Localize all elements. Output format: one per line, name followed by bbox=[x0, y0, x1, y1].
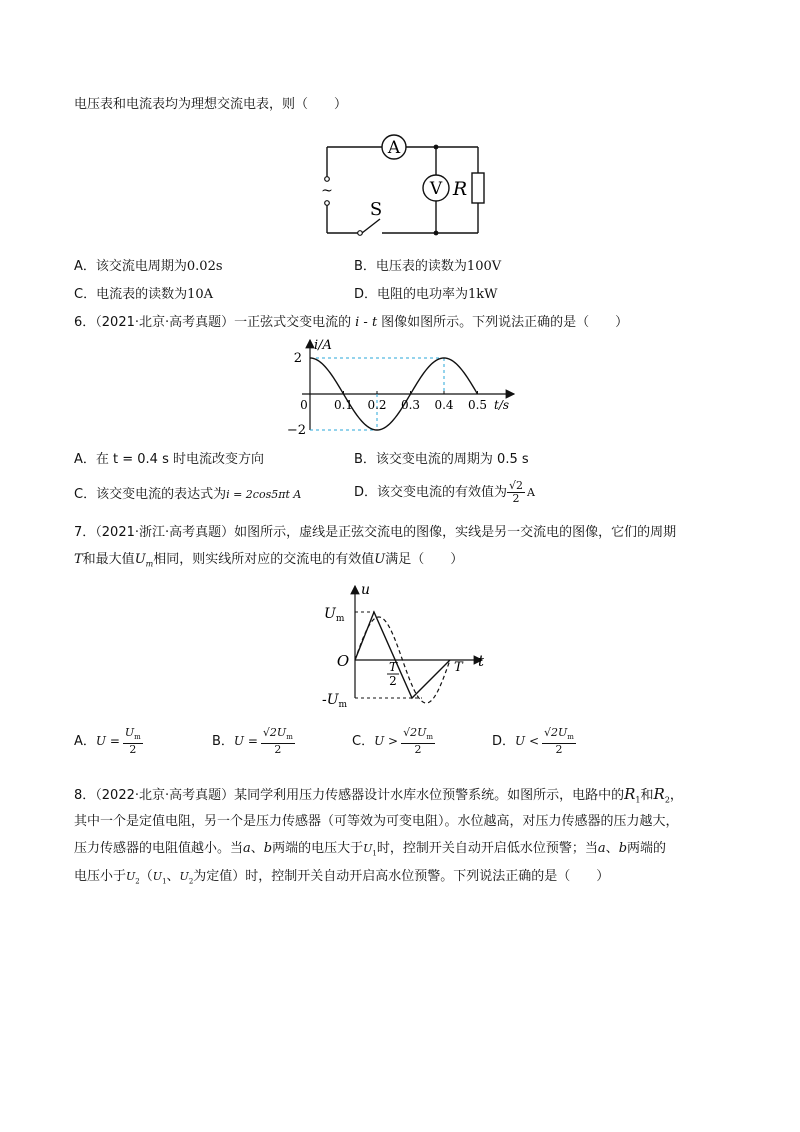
neg-um-label: $-U_m$ bbox=[322, 692, 348, 710]
q7-option-a: A．U = $\frac{U_m}{2}$ bbox=[74, 726, 141, 757]
q5-stem: 电压表和电流表均为理想交流电表，则（ ） bbox=[74, 97, 348, 112]
x-axis-label: t/s bbox=[494, 398, 510, 412]
ac-source-icon: ~ bbox=[321, 183, 333, 199]
q8-line1: 8．（2022·北京·高考真题）某同学利用压力传感器设计水库水位预警系统。如图所示，电路中的$R_1$和$R_2$， bbox=[74, 785, 683, 805]
y-axis-label: i/A bbox=[314, 338, 332, 353]
resistor-label: R bbox=[452, 178, 468, 200]
junction-dot bbox=[434, 145, 439, 150]
q6-option-a: A．在 t = 0.4 s 时电流改变方向 bbox=[74, 452, 264, 467]
q5-option-b: B．电压表的读数为100V bbox=[354, 259, 502, 274]
y-tick-label: −2 bbox=[286, 423, 306, 438]
origin-label: O bbox=[336, 652, 350, 670]
resistor-icon bbox=[472, 173, 484, 203]
switch-lever bbox=[362, 219, 380, 233]
source-terminal bbox=[325, 201, 330, 206]
q7-stem-line2: T和最大值$U_m$相同，则实线所对应的交流电的有效值U满足（ ） bbox=[74, 552, 464, 569]
q7-option-c: C．U > $\frac{√2U_m}{2}$ bbox=[352, 726, 433, 757]
t-label: T bbox=[454, 660, 463, 675]
q8-line3: 压力传感器的电阻值越小。当a、b两端的电压大于$U_1$时，控制开关自动开启低水位预警；当a、b两端的 bbox=[74, 841, 667, 858]
q7-waveform-graph bbox=[322, 580, 492, 710]
q5-circuit-diagram bbox=[310, 125, 500, 240]
um-label: $U_m$ bbox=[324, 606, 345, 624]
q5-option-c: C．电流表的读数为10A bbox=[74, 287, 214, 302]
q6-option-b: B．该交变电流的周期为 0.5 s bbox=[354, 452, 529, 467]
x-tick-label: 0.2 bbox=[367, 398, 387, 412]
q6-option-d: D．该交变电流的有效值为 $\frac{√2}{2}$ A bbox=[354, 479, 535, 505]
q6-sine-graph bbox=[282, 336, 522, 440]
source-terminal bbox=[325, 177, 330, 182]
q7-option-d: D．U < $\frac{√2U_m}{2}$ bbox=[492, 726, 574, 757]
q8-line4: 电压小于$U_2(U_1$、$U_2$为定值）时，控制开关自动开启高水位预警。下列说法正确的是（ ） bbox=[74, 869, 610, 886]
q5-option-a: A．该交流电周期为0.02s bbox=[74, 259, 223, 274]
x-tick-label: 0 bbox=[300, 398, 308, 412]
voltmeter-label: V bbox=[429, 179, 443, 199]
q8-line2: 其中一个是定值电阻，另一个是压力传感器（可等效为可变电阻）。水位越高，对压力传感器的压力越大， bbox=[74, 814, 679, 829]
switch-terminal bbox=[358, 231, 363, 236]
x-tick-label: 0.5 bbox=[467, 398, 488, 412]
y-tick-label: 2 bbox=[293, 351, 302, 366]
q7-option-b: B．U = $\frac{√2U_m}{2}$ bbox=[212, 726, 293, 757]
x-tick-label: 0.1 bbox=[333, 398, 354, 412]
half-t-num: T bbox=[388, 660, 398, 674]
q5-option-d: D．电阻的电功率为1kW bbox=[354, 287, 498, 302]
triangle-curve-solid bbox=[355, 612, 450, 698]
x-axis-label: t bbox=[478, 652, 485, 670]
switch-label: S bbox=[369, 199, 383, 220]
q6-option-c: C．该交变电流的表达式为i = 2cos5πt A bbox=[74, 487, 302, 502]
q6-stem: 6．（2021·北京·高考真题）一正弦式交变电流的 i - t 图像如图所示。下列说法正确的是（ ） bbox=[74, 315, 629, 330]
q7-stem-line1: 7．（2021·浙江·高考真题）如图所示，虚线是正弦交流电的图像，实线是另一交流电的图像，它们的周期 bbox=[74, 525, 677, 540]
y-axis-label: u bbox=[361, 582, 371, 598]
x-tick-label: 0.4 bbox=[434, 398, 454, 412]
junction-dot bbox=[434, 231, 439, 236]
ammeter-label: A bbox=[387, 138, 401, 158]
x-tick-label: 0.3 bbox=[400, 398, 421, 412]
half-t-den: 2 bbox=[389, 674, 397, 688]
